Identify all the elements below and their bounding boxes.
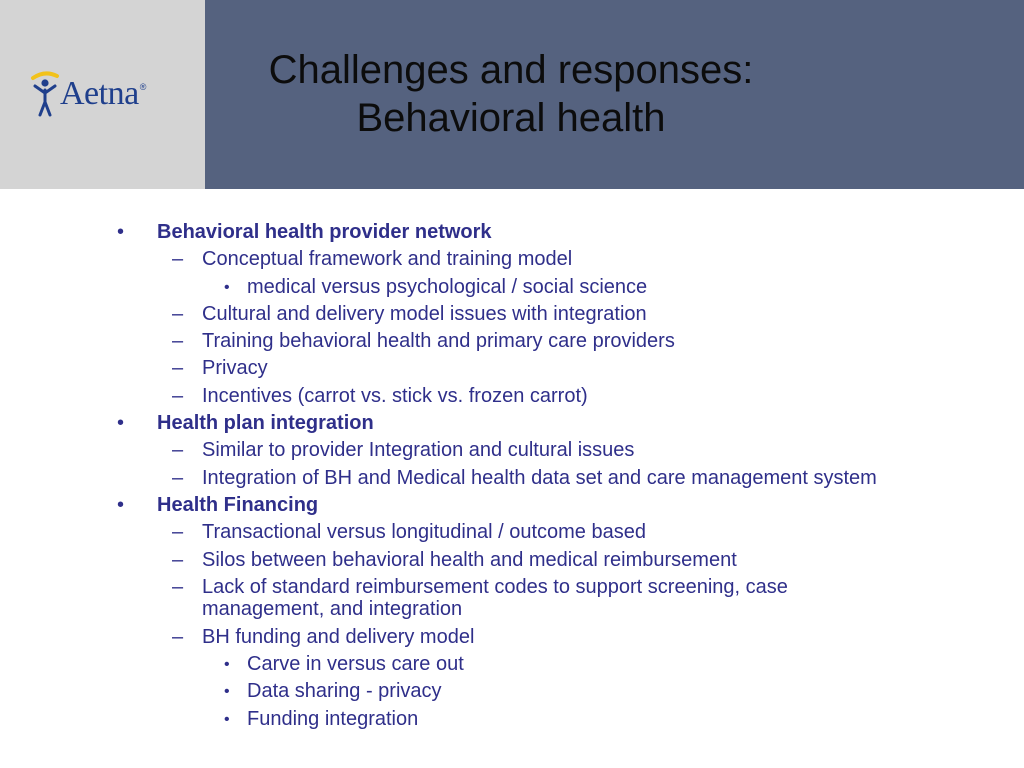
bullet-marker: – bbox=[172, 357, 184, 380]
bullet-item bbox=[0, 328, 1024, 355]
bullet-item bbox=[0, 383, 1024, 410]
bullet-item bbox=[0, 219, 1024, 246]
bullet-marker: • bbox=[117, 493, 125, 516]
bullet-marker: – bbox=[172, 466, 184, 489]
bullet-text: Incentives (carrot vs. stick vs. frozen carrot) bbox=[202, 384, 588, 407]
title-bar bbox=[205, 0, 1024, 189]
bullet-marker: • bbox=[224, 278, 230, 296]
bullet-text: BH funding and delivery model bbox=[202, 625, 475, 648]
bullet-text: Transactional versus longitudinal / outcome based bbox=[202, 521, 646, 544]
logo-wordmark: Aetna bbox=[60, 75, 139, 112]
bullet-item bbox=[0, 355, 1024, 382]
bullet-marker: – bbox=[172, 330, 184, 353]
bullet-item bbox=[0, 574, 1024, 624]
bullet-text bbox=[202, 576, 788, 620]
bullet-text: Health plan integration bbox=[157, 412, 374, 435]
bullet-marker: – bbox=[172, 302, 184, 325]
bullet-item bbox=[0, 301, 1024, 328]
aetna-logo bbox=[30, 68, 146, 120]
bullet-marker: • bbox=[224, 683, 230, 701]
slide-title-line-1: Challenges and responses: bbox=[268, 48, 754, 92]
bullet-marker: – bbox=[172, 575, 184, 598]
logo-panel bbox=[0, 0, 205, 189]
bullet-text: Data sharing - privacy bbox=[247, 680, 442, 703]
bullet-item bbox=[0, 437, 1024, 464]
bullet-text: Silos between behavioral health and medical reimbursement bbox=[202, 548, 737, 571]
bullet-text: Integration of BH and Medical health data set and care management system bbox=[202, 466, 877, 489]
bullet-marker: – bbox=[172, 384, 184, 407]
bullet-text: Funding integration bbox=[247, 707, 419, 730]
aetna-figure-icon bbox=[30, 69, 60, 119]
bullet-marker: – bbox=[172, 625, 184, 648]
bullet-marker: • bbox=[117, 221, 125, 243]
bullet-marker: – bbox=[172, 439, 184, 462]
bullet-item bbox=[0, 624, 1024, 651]
bullet-item bbox=[0, 246, 1024, 273]
bullet-text: Behavioral health provider network bbox=[157, 221, 492, 243]
bullet-marker: – bbox=[172, 521, 184, 544]
bullet-item bbox=[0, 410, 1024, 437]
bullet-text: Training behavioral health and primary care providers bbox=[202, 330, 675, 353]
bullet-marker: – bbox=[172, 248, 184, 271]
logo-registered-mark: ® bbox=[139, 82, 147, 92]
bullet-text-line: management, and integration bbox=[202, 597, 463, 620]
bullet-text: Privacy bbox=[202, 357, 268, 380]
bullet-text: Health Financing bbox=[157, 493, 319, 516]
bullet-marker: • bbox=[224, 710, 230, 728]
bullet-item bbox=[0, 519, 1024, 546]
bullet-text: Similar to provider Integration and cultural issues bbox=[202, 439, 635, 462]
bullet-text: Conceptual framework and training model bbox=[202, 248, 573, 271]
slide-title-line-2: Behavioral health bbox=[356, 96, 666, 140]
slide-title bbox=[205, 46, 817, 142]
bullet-item bbox=[0, 465, 1024, 492]
bullet-text: Cultural and delivery model issues with integration bbox=[202, 302, 647, 325]
bullet-list bbox=[0, 219, 1024, 733]
bullet-item bbox=[0, 547, 1024, 574]
bullet-marker: • bbox=[117, 412, 125, 435]
bullet-item bbox=[0, 706, 1024, 733]
bullet-item bbox=[0, 678, 1024, 705]
bullet-item bbox=[0, 651, 1024, 678]
bullet-item bbox=[0, 274, 1024, 301]
bullet-marker: • bbox=[224, 656, 230, 674]
bullet-text: Carve in versus care out bbox=[247, 653, 464, 676]
bullet-text: medical versus psychological / social science bbox=[247, 275, 648, 298]
bullet-marker: – bbox=[172, 548, 184, 571]
bullet-item bbox=[0, 492, 1024, 519]
bullet-text-line: Lack of standard reimbursement codes to support screening, case bbox=[202, 575, 788, 598]
